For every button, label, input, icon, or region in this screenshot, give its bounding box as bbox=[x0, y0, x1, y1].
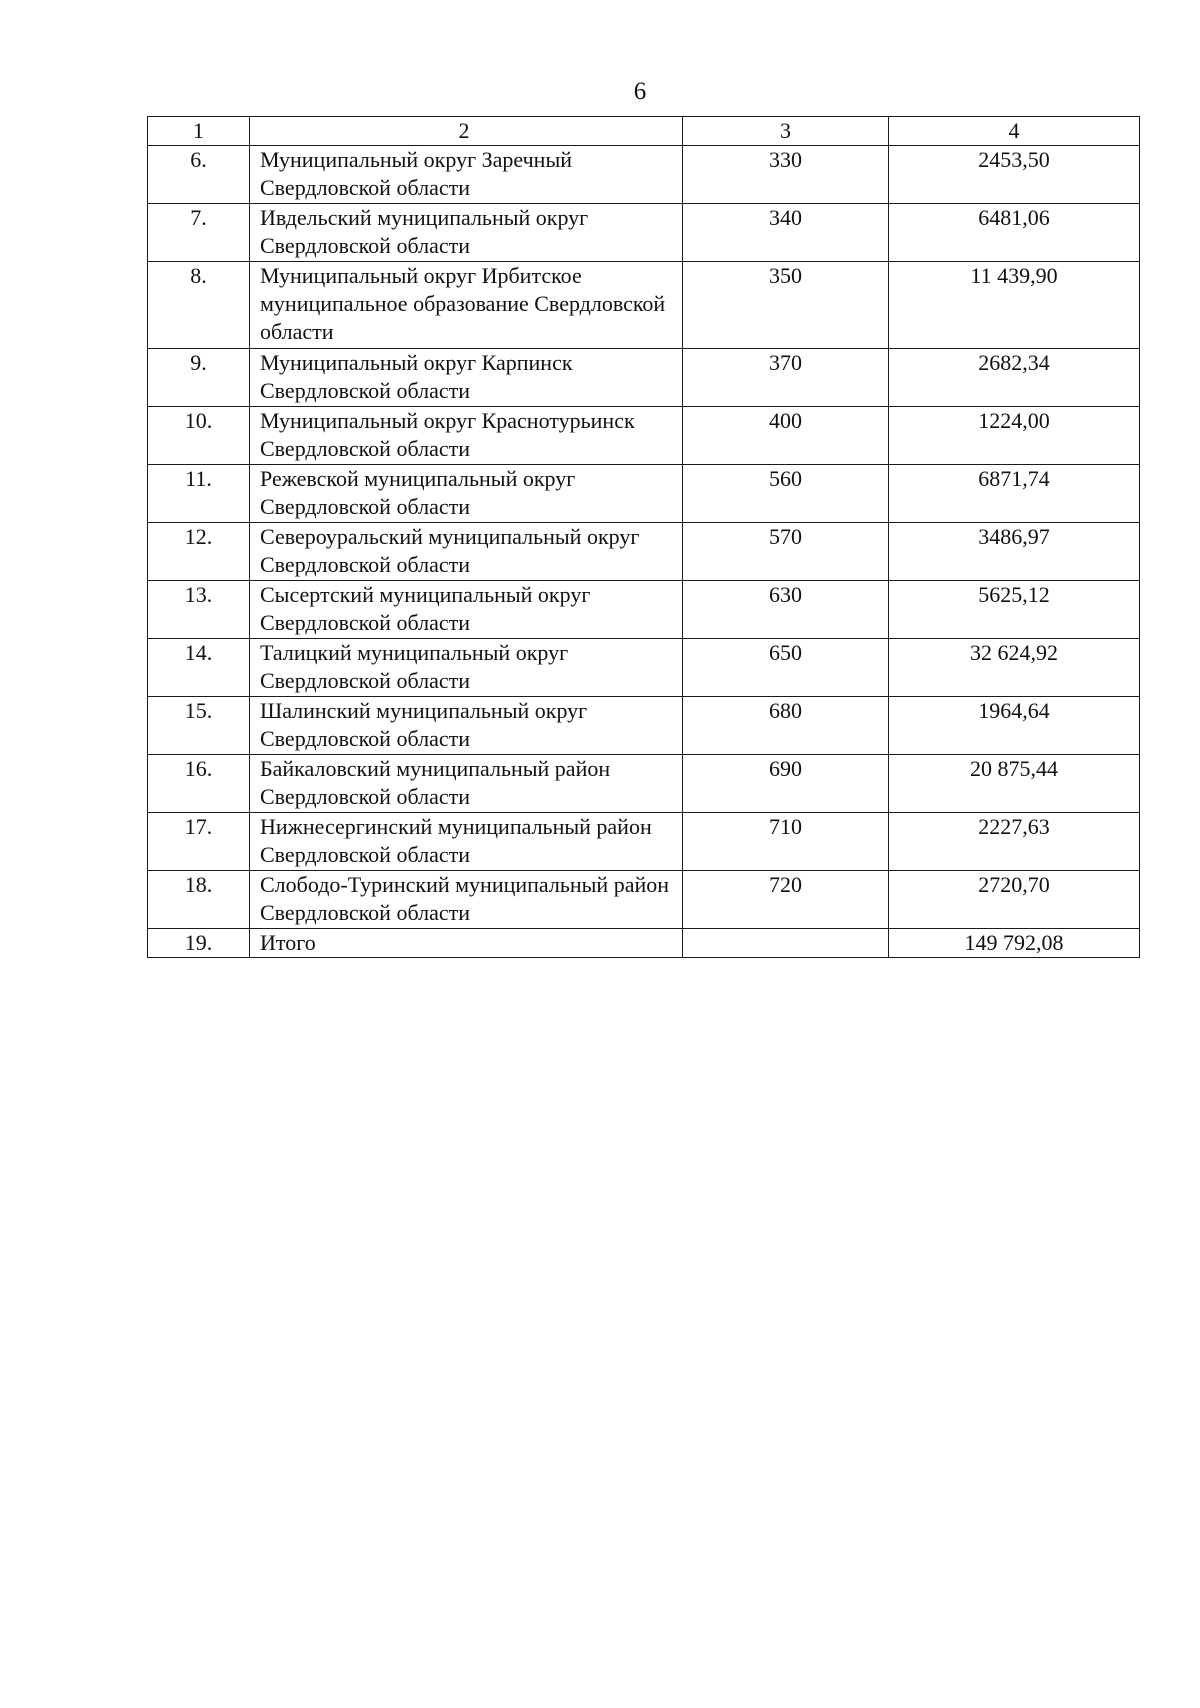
table-row bbox=[148, 523, 1140, 581]
total-label: Итого bbox=[250, 929, 683, 958]
amount-value: 32 624,92 bbox=[889, 639, 1140, 697]
table-row bbox=[148, 871, 1140, 929]
row-number: 15. bbox=[148, 697, 250, 755]
municipality-name: Ивдельский муниципальный округ Свердловской области bbox=[250, 204, 683, 262]
municipality-name: Североуральский муниципальный округ Свердловской области bbox=[250, 523, 683, 581]
total-row-number: 19. bbox=[148, 929, 250, 958]
municipality-code: 350 bbox=[683, 262, 889, 349]
municipality-code: 720 bbox=[683, 871, 889, 929]
allocation-table bbox=[147, 116, 1140, 958]
municipality-name: Муниципальный округ Карпинск Свердловской области bbox=[250, 349, 683, 407]
row-number: 9. bbox=[148, 349, 250, 407]
amount-value: 6871,74 bbox=[889, 465, 1140, 523]
table-row bbox=[148, 204, 1140, 262]
table-row bbox=[148, 146, 1140, 204]
amount-value: 6481,06 bbox=[889, 204, 1140, 262]
row-number: 7. bbox=[148, 204, 250, 262]
row-number: 8. bbox=[148, 262, 250, 349]
row-number: 17. bbox=[148, 813, 250, 871]
amount-value: 2720,70 bbox=[889, 871, 1140, 929]
table-row bbox=[148, 465, 1140, 523]
header-col-3: 3 bbox=[683, 117, 889, 146]
table-row bbox=[148, 407, 1140, 465]
header-col-2: 2 bbox=[250, 117, 683, 146]
municipality-name: Муниципальный округ Заречный Свердловской области bbox=[250, 146, 683, 204]
municipality-name: Талицкий муниципальный округ Свердловской области bbox=[250, 639, 683, 697]
amount-value: 20 875,44 bbox=[889, 755, 1140, 813]
municipality-code: 340 bbox=[683, 204, 889, 262]
municipality-code: 370 bbox=[683, 349, 889, 407]
municipality-name: Слободо-Туринский муниципальный район Свердловской области bbox=[250, 871, 683, 929]
municipality-name: Байкаловский муниципальный район Свердловской области bbox=[250, 755, 683, 813]
municipality-name: Муниципальный округ Краснотурьинск Свердловской области bbox=[250, 407, 683, 465]
municipality-code: 630 bbox=[683, 581, 889, 639]
municipality-code: 680 bbox=[683, 697, 889, 755]
row-number: 18. bbox=[148, 871, 250, 929]
row-number: 11. bbox=[148, 465, 250, 523]
municipality-code: 560 bbox=[683, 465, 889, 523]
municipality-code: 400 bbox=[683, 407, 889, 465]
municipality-code: 650 bbox=[683, 639, 889, 697]
table-total-row bbox=[148, 929, 1140, 958]
municipality-name: Сысертский муниципальный округ Свердловской области bbox=[250, 581, 683, 639]
amount-value: 11 439,90 bbox=[889, 262, 1140, 349]
table-row bbox=[148, 349, 1140, 407]
amount-value: 1964,64 bbox=[889, 697, 1140, 755]
municipality-code: 570 bbox=[683, 523, 889, 581]
row-number: 10. bbox=[148, 407, 250, 465]
amount-value: 2453,50 bbox=[889, 146, 1140, 204]
total-amount: 149 792,08 bbox=[889, 929, 1140, 958]
row-number: 6. bbox=[148, 146, 250, 204]
row-number: 12. bbox=[148, 523, 250, 581]
municipality-code: 690 bbox=[683, 755, 889, 813]
table-row bbox=[148, 581, 1140, 639]
page-number: 6 bbox=[633, 78, 647, 105]
amount-value: 2682,34 bbox=[889, 349, 1140, 407]
municipality-code: 710 bbox=[683, 813, 889, 871]
table-header-row bbox=[148, 117, 1140, 146]
row-number: 16. bbox=[148, 755, 250, 813]
municipality-name: Нижнесергинский муниципальный район Свердловской области bbox=[250, 813, 683, 871]
table-row bbox=[148, 813, 1140, 871]
amount-value: 3486,97 bbox=[889, 523, 1140, 581]
header-col-1: 1 bbox=[148, 117, 250, 146]
amount-value: 2227,63 bbox=[889, 813, 1140, 871]
table-row bbox=[148, 755, 1140, 813]
municipality-name: Режевской муниципальный округ Свердловской области bbox=[250, 465, 683, 523]
table-row bbox=[148, 262, 1140, 349]
row-number: 13. bbox=[148, 581, 250, 639]
municipality-name: Шалинский муниципальный округ Свердловской области bbox=[250, 697, 683, 755]
amount-value: 5625,12 bbox=[889, 581, 1140, 639]
municipality-name: Муниципальный округ Ирбитское муниципальное образование Свердловской области bbox=[250, 262, 683, 349]
total-code bbox=[683, 929, 889, 958]
row-number: 14. bbox=[148, 639, 250, 697]
amount-value: 1224,00 bbox=[889, 407, 1140, 465]
table-row bbox=[148, 639, 1140, 697]
municipality-code: 330 bbox=[683, 146, 889, 204]
table-row bbox=[148, 697, 1140, 755]
header-col-4: 4 bbox=[889, 117, 1140, 146]
